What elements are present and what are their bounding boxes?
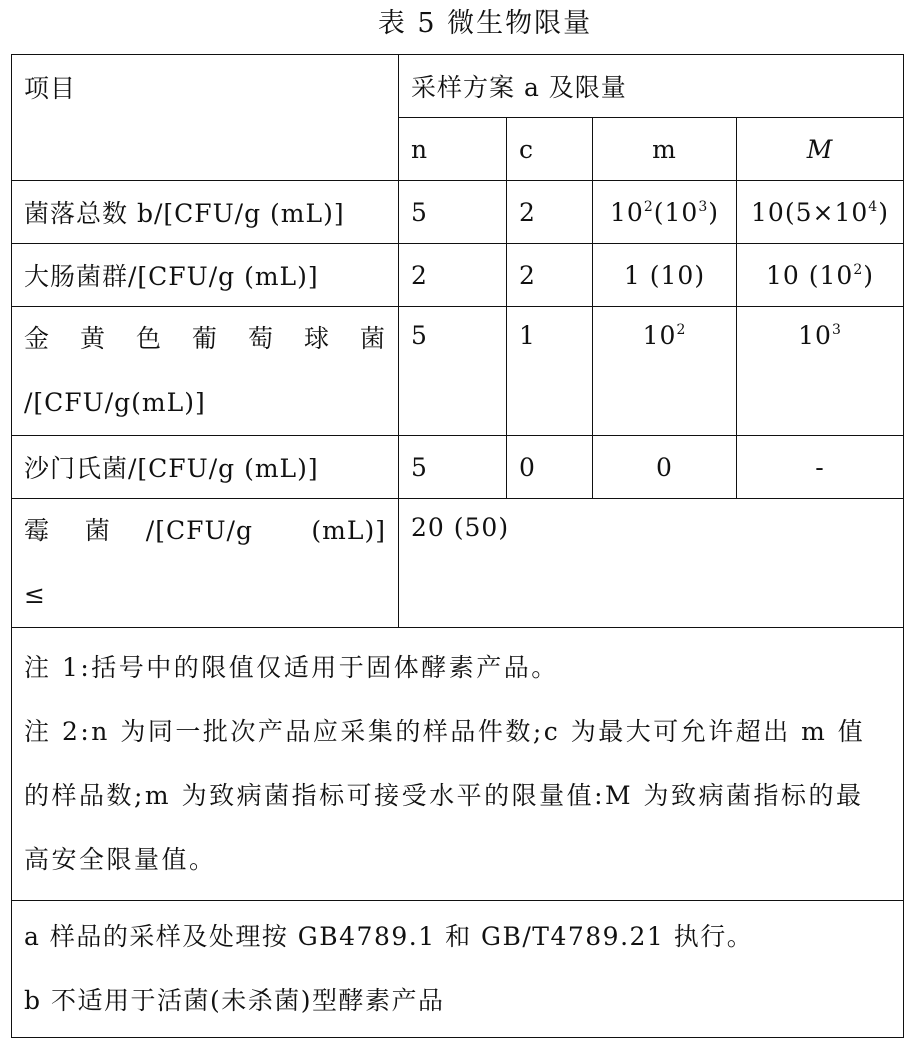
row-c: 1 — [507, 307, 593, 436]
row-M — [737, 244, 904, 307]
m-exp: 2 — [676, 322, 687, 338]
m-base: 10 — [610, 197, 644, 227]
footnote-b: b 不适用于活菌(未杀菌)型酵素产品 — [24, 986, 445, 1015]
notes-row — [12, 628, 904, 901]
row-item: 大肠菌群/[CFU/g (mL)] — [12, 244, 399, 307]
row-m: 0 — [593, 436, 737, 499]
table-title: 表 5 微生物限量 — [377, 8, 593, 39]
row-n: 2 — [399, 244, 507, 307]
note-2: 注 2:n 为同一批次产品应采集的样品件数;c 为最大可允许超出 m 值的样品数;m 为致病菌指标可接受水平的限量值:M 为致病菌指标的最高安全限量值。 — [24, 717, 866, 874]
row-c: 2 — [507, 244, 593, 307]
m-mid: (10 — [653, 197, 699, 227]
M-base: 10 (10 — [765, 260, 854, 290]
m-end: ) — [708, 197, 719, 227]
row-item-line1: 金 黄 色 葡 萄 球 菌 — [24, 324, 386, 353]
row-item — [12, 307, 399, 436]
m-exp2: 3 — [698, 198, 709, 215]
notes-cell — [12, 628, 904, 901]
M-exp: 4 — [868, 198, 879, 215]
row-item-line2: ≤ — [24, 580, 46, 609]
m-base: 10 — [642, 321, 677, 350]
row-m: 1 (10) — [593, 244, 737, 307]
m-exp: 2 — [643, 198, 654, 215]
header-n: n — [399, 118, 507, 181]
row-c: 2 — [507, 181, 593, 244]
row-value: 20 (50) — [399, 499, 904, 628]
table-row — [12, 499, 904, 628]
row-c: 0 — [507, 436, 593, 499]
footnote-a: a 样品的采样及处理按 GB4789.1 和 GB/T4789.21 执行。 — [24, 922, 754, 951]
row-item-line2: /[CFU/g(mL)] — [24, 388, 206, 417]
row-n: 5 — [399, 181, 507, 244]
row-item — [12, 499, 399, 628]
footnotes-cell — [12, 901, 904, 1038]
row-item-line1: 霉 菌 /[CFU/g (mL)] — [24, 516, 386, 545]
table-row — [12, 244, 904, 307]
M-base: 10(5×10 — [751, 197, 869, 227]
table-row — [12, 307, 904, 436]
header-item: 项目 — [12, 55, 399, 181]
row-m — [593, 307, 737, 436]
row-item: 沙门氏菌/[CFU/g (mL)] — [12, 436, 399, 499]
row-m — [593, 181, 737, 244]
footnotes-row — [12, 901, 904, 1038]
row-M — [737, 307, 904, 436]
row-M: - — [737, 436, 904, 499]
header-row-1 — [12, 55, 904, 118]
row-n: 5 — [399, 307, 507, 436]
M-base: 10 — [798, 321, 832, 350]
M-exp: 2 — [853, 261, 864, 278]
row-n: 5 — [399, 436, 507, 499]
table-row — [12, 436, 904, 499]
M-end: ) — [878, 197, 889, 227]
header-m: m — [593, 118, 737, 181]
note-1: 注 1:括号中的限值仅适用于固体酵素产品。 — [24, 653, 559, 682]
row-M — [737, 181, 904, 244]
M-exp: 3 — [831, 322, 842, 338]
row-item: 菌落总数 b/[CFU/g (mL)] — [12, 181, 399, 244]
table-row — [12, 181, 904, 244]
header-M: M — [737, 118, 904, 181]
M-end: ) — [863, 260, 874, 290]
header-plan: 采样方案 a 及限量 — [399, 55, 904, 118]
header-c: c — [507, 118, 593, 181]
microbial-limits-table — [11, 54, 904, 1038]
